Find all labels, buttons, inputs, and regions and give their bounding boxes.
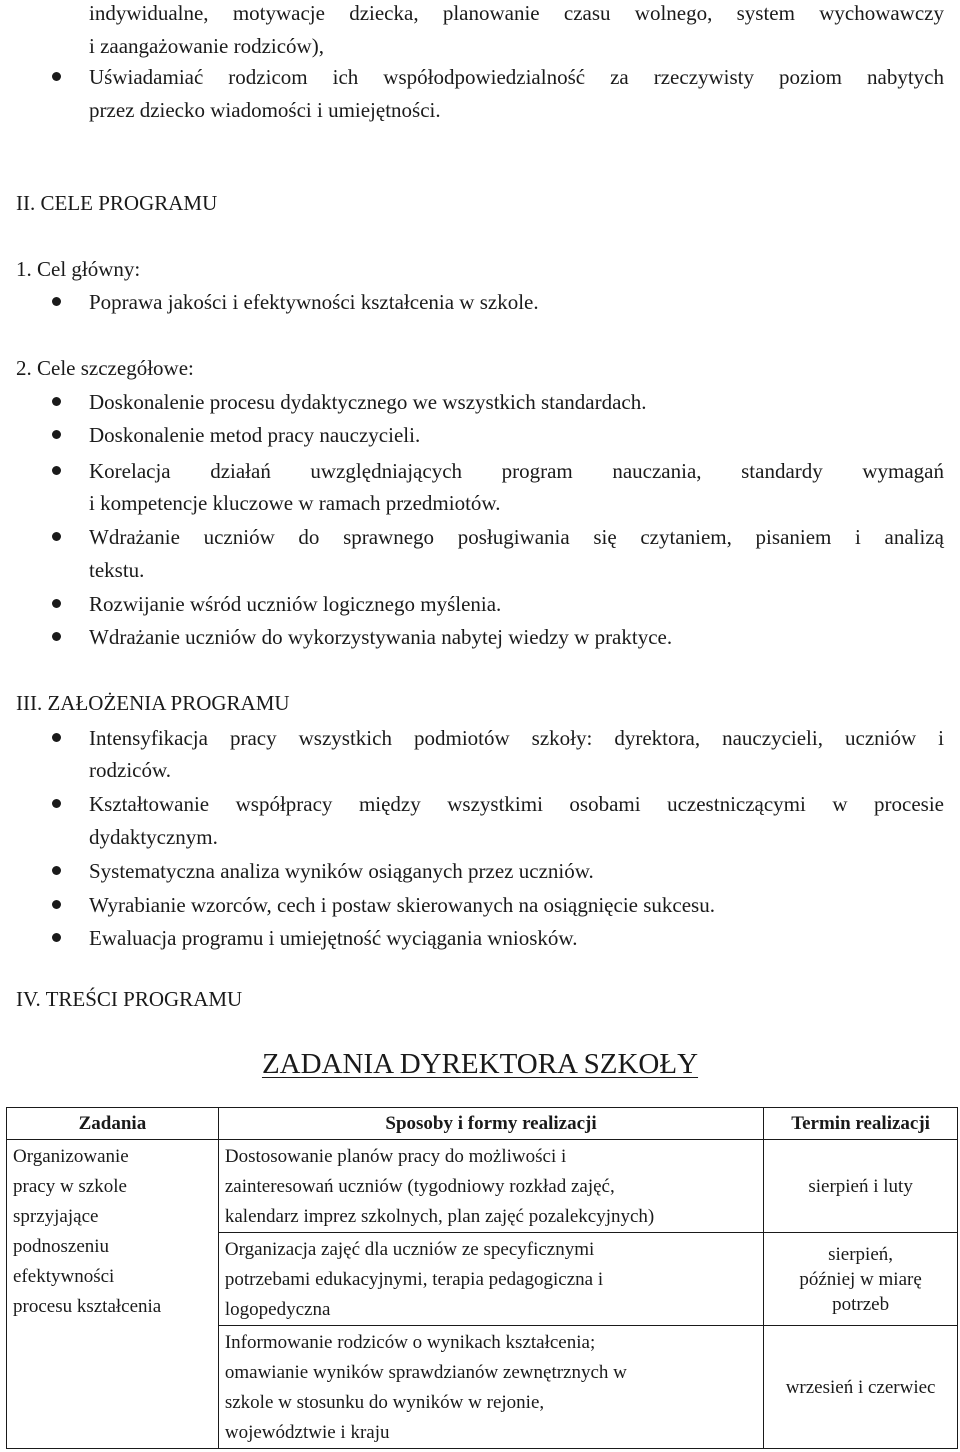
method-line: Organizacja zajęć dla uczniów ze specyficznymi — [224, 1239, 595, 1260]
bullet-icon — [52, 466, 61, 475]
assumption-item: Intensyfikacja pracy wszystkich podmiotów szkoły: dyrektora, nauczycieli, uczniów i — [89, 726, 944, 750]
intro-line-2: i zaangażowanie rodziców), — [89, 34, 324, 58]
specific-goal-item: Korelacja działań uwzględniających program nauczania, standardy wymagań — [89, 459, 944, 483]
task-line: efektywności — [13, 1266, 115, 1287]
specific-goal-item: Doskonalenie metod pracy nauczycieli. — [89, 423, 421, 447]
bullet-icon — [52, 599, 61, 608]
bullet-icon — [52, 632, 61, 641]
task-line: procesu kształcenia — [13, 1296, 162, 1317]
main-goal-heading: 1. Cel główny: — [16, 257, 141, 281]
bullet-icon — [52, 72, 61, 81]
director-tasks-title — [0, 1047, 960, 1081]
main-goal-text: Poprawa jakości i efektywności kształcenia w szkole. — [89, 290, 539, 314]
deadline-line: wrzesień i czerwiec — [785, 1376, 936, 1398]
assumption-item-cont: rodziców. — [89, 758, 172, 782]
director-tasks-title-text: ZADANIA DYREKTORA SZKOŁY — [261, 1048, 699, 1080]
bullet-icon — [52, 430, 61, 439]
method-line: Informowanie rodziców o wynikach kształcenia; — [224, 1332, 596, 1353]
bullet-icon — [52, 532, 61, 541]
deadline-line: później w miarę — [799, 1268, 922, 1290]
assumption-item-cont: dydaktycznym. — [89, 825, 218, 849]
method-line: szkole w stosunku do wyników w rejonie, — [224, 1392, 545, 1413]
bullet-icon — [52, 933, 61, 942]
specific-goals-heading: 2. Cele szczegółowe: — [16, 356, 194, 380]
bullet-icon — [52, 900, 61, 909]
assumption-item: Kształtowanie współpracy między wszystkimi osobami uczestniczącymi w procesie — [89, 792, 944, 816]
section-4-title: IV. TREŚCI PROGRAMU — [16, 987, 243, 1011]
deadline-cell — [764, 1140, 958, 1233]
bullet-icon — [52, 397, 61, 406]
bullet-icon — [52, 866, 61, 875]
intro-line-1: indywidualne, motywacje dziecka, planowanie czasu wolnego, system wychowawczy — [89, 1, 944, 25]
assumption-item: Wyrabianie wzorców, cech i postaw skierowanych na osiągnięcie sukcesu. — [89, 893, 715, 917]
specific-goal-item: Wdrażanie uczniów do wykorzystywania nabytej wiedzy w praktyce. — [89, 625, 673, 649]
assumption-item: Ewaluacja programu i umiejętność wyciągania wniosków. — [89, 926, 578, 950]
section-2-title: II. CELE PROGRAMU — [16, 191, 218, 215]
director-tasks-table — [6, 1107, 958, 1449]
method-cell — [218, 1140, 763, 1233]
method-line: omawianie wyników sprawdzianów zewnętrznych w — [224, 1362, 627, 1383]
table-row — [7, 1140, 958, 1233]
intro-bullet-a: Uświadamiać rodzicom ich współodpowiedzialność za rzeczywisty poziom nabytych — [89, 65, 944, 89]
task-line: pracy w szkole — [13, 1176, 127, 1197]
method-line: województwie i kraju — [224, 1422, 390, 1443]
bullet-icon — [52, 733, 61, 742]
method-line: logopedyczna — [224, 1299, 331, 1320]
deadline-line: potrzeb — [832, 1293, 890, 1315]
header-methods: Sposoby i formy realizacji — [218, 1108, 763, 1140]
method-cell — [218, 1233, 763, 1326]
specific-goal-item-cont: tekstu. — [89, 558, 145, 582]
intro-bullet-a-cont: przez dziecko wiadomości i umiejętności. — [89, 98, 441, 122]
method-line: zainteresowań uczniów (tygodniowy rozkład zajęć, — [224, 1176, 615, 1197]
deadline-line: sierpień i luty — [808, 1175, 913, 1197]
header-tasks: Zadania — [7, 1108, 219, 1140]
task-line: sprzyjające — [13, 1206, 99, 1227]
deadline-line: sierpień, — [828, 1243, 894, 1265]
task-line: Organizowanie — [13, 1146, 129, 1167]
specific-goal-item: Rozwijanie wśród uczniów logicznego myślenia. — [89, 592, 502, 616]
bullet-icon — [52, 799, 61, 808]
method-line: kalendarz imprez szkolnych, plan zajęć pozalekcyjnych) — [224, 1206, 655, 1227]
method-cell — [218, 1326, 763, 1449]
section-3-title: III. ZAŁOŻENIA PROGRAMU — [16, 691, 290, 715]
method-line: Dostosowanie planów pracy do możliwości i — [224, 1146, 567, 1167]
table-header-row — [7, 1108, 958, 1140]
task-line: podnoszeniu — [13, 1236, 110, 1257]
deadline-cell — [764, 1326, 958, 1449]
deadline-cell — [764, 1233, 958, 1326]
assumption-item: Systematyczna analiza wyników osiąganych przez uczniów. — [89, 859, 594, 883]
specific-goal-item-cont: i kompetencje kluczowe w ramach przedmiotów. — [89, 491, 501, 515]
header-deadline: Termin realizacji — [764, 1108, 958, 1140]
specific-goal-item: Doskonalenie procesu dydaktycznego we wszystkich standardach. — [89, 390, 647, 414]
specific-goal-item: Wdrażanie uczniów do sprawnego posługiwania się czytaniem, pisaniem i analizą — [89, 525, 944, 549]
method-line: potrzebami edukacyjnymi, terapia pedagogiczna i — [224, 1269, 604, 1290]
bullet-icon — [52, 297, 61, 306]
task-cell — [7, 1140, 219, 1449]
